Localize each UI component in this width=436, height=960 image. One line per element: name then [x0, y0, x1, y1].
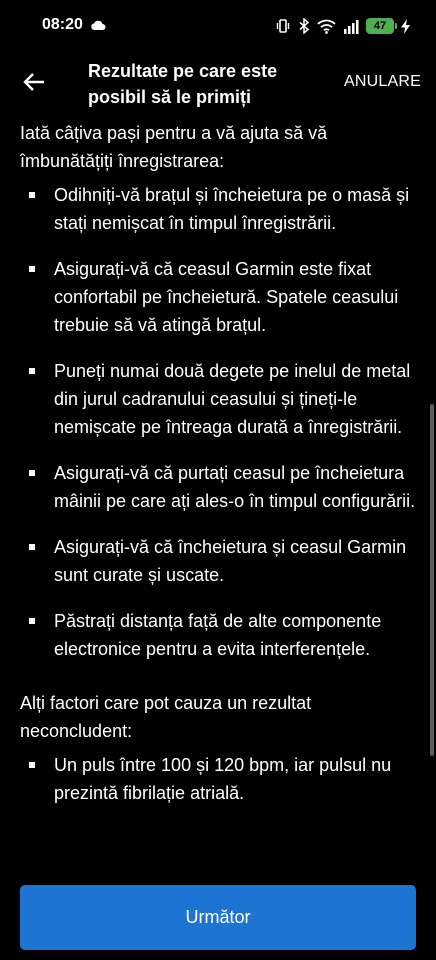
status-icons — [275, 17, 410, 35]
list-item — [0, 459, 436, 515]
status-bar — [0, 0, 436, 52]
vibrate-icon — [275, 18, 291, 34]
step-text: Odihniți-vă brațul și încheietura pe o masă și stați nemișcat în timpul înregistrării. — [54, 185, 410, 233]
list-item — [0, 357, 436, 441]
status-time: 08:20 — [42, 16, 83, 33]
battery-icon: 47 — [366, 18, 394, 34]
scrollbar[interactable] — [430, 404, 434, 756]
step-text: Păstrați distanța față de alte componente electronice pentru a evita interferențele. — [54, 611, 382, 659]
bullet-icon — [29, 544, 35, 550]
bullet-icon — [29, 618, 35, 624]
steps-list — [0, 181, 436, 663]
instructions-content — [0, 116, 436, 876]
step-text: Asigurați-vă că încheietura și ceasul Garmin sunt curate și uscate. — [54, 537, 407, 585]
list-item — [0, 751, 436, 807]
bullet-icon — [29, 266, 35, 272]
bullet-icon — [29, 192, 35, 198]
step-text: Puneți numai două degete pe inelul de metal din jurul cadranului ceasului și țineți-le nemișcate pe întreaga durată a înregistrării. — [54, 361, 411, 437]
list-item — [0, 181, 436, 237]
list-item — [0, 533, 436, 589]
step-text: Asigurați-vă că purtați ceasul pe încheietura mâinii pe care ați ales-o în timpul configurării. — [54, 463, 416, 511]
intro-text: Iată câțiva pași pentru a vă ajuta să vă îmbunătățiți înregistrarea: — [20, 123, 328, 171]
bullet-icon — [29, 470, 35, 476]
bullet-icon — [29, 368, 35, 374]
app-bar — [0, 52, 436, 116]
other-factors-heading: Alți factori care pot cauza un rezultat neconcludent: — [20, 693, 312, 741]
page-title: Rezultate pe care este posibil să le primiți — [88, 61, 278, 107]
signal-icon — [343, 19, 359, 34]
next-button[interactable]: Următor — [20, 885, 416, 950]
list-item — [0, 255, 436, 339]
bluetooth-icon — [298, 18, 310, 34]
other-factors-list — [0, 751, 436, 807]
bullet-icon — [29, 762, 35, 768]
wifi-icon — [317, 19, 336, 34]
list-item — [0, 607, 436, 663]
cloud-icon — [90, 18, 106, 30]
arrow-left-icon — [23, 72, 45, 97]
charging-icon — [401, 19, 410, 34]
cancel-button[interactable]: ANULARE — [344, 73, 421, 90]
step-text: Asigurați-vă că ceasul Garmin este fixat confortabil pe încheietură. Spatele ceasului trebuie să vă atingă brațul. — [54, 259, 399, 335]
back-button[interactable] — [18, 68, 50, 100]
factor-text: Un puls între 100 și 120 bpm, iar pulsul nu prezintă fibrilație atrială. — [54, 755, 392, 803]
